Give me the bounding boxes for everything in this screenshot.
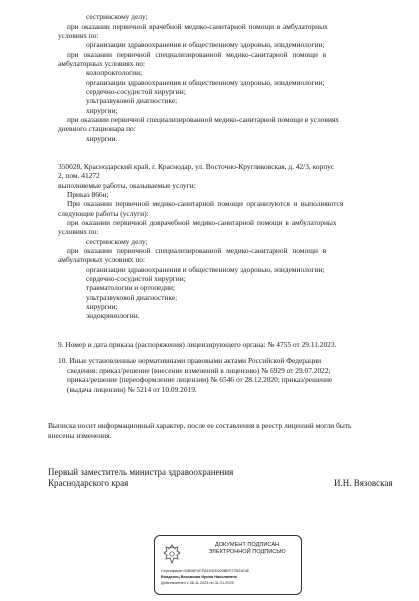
text-line: хирургии. [86,134,118,143]
text-line: следующие работы (услуги): [58,209,149,218]
text-line: сведения: приказ/решение (внесение изменений в лицензию) № 6929 от 29.07.2022; [67,366,331,375]
stamp-title-line: ЭЛЕКТРОННОЙ ПОДПИСЬЮ [208,549,286,555]
text-line: При оказании первичной медико-санитарной помощи организуются и выполняются [67,199,344,208]
text-line: хирургии; [86,302,118,311]
signer-position: Первый заместитель министра здравоохранения [48,467,234,477]
text-line: при оказании первичной специализированной медико-санитарной помощи в [67,50,327,59]
electronic-signature-stamp [154,535,302,595]
text-line: колопроктологии; [86,68,143,77]
disclaimer-line: внесены изменения. [48,431,112,440]
signer-name: И.Н. Вязовская [334,478,393,488]
text-line: дневного стационара по: [58,124,136,133]
text-line: 10. Иные установленные нормативными правовыми актами Российской Федерации [58,356,322,365]
text-line: при оказании первичной доврачебной медико-санитарной помощи в амбулаторных [67,218,337,227]
text-line: при оказании первичной специализированной медико-санитарной помощи в условиях [67,115,339,124]
text-line: ультразвуковой диагностике; [86,293,178,302]
stamp-certificate: Сертификат 00B06F4CFA4932D200BEF27B21E4E [161,569,250,573]
text-line: ультразвуковой диагностике; [86,96,178,105]
stamp-title-line: ДОКУМЕНТ ПОДПИСАН [214,542,280,548]
order-number-line: 9. Номер и дата приказа (распоряжения) лицензирующего органа: № 4755 от 29.11.2023. [58,340,337,349]
text-line: сердечно-сосудистой хирургии; [86,87,186,96]
text-line: Приказ 866н; [67,190,109,199]
text-line: выполняемые работы, оказываемые услуги: [58,181,196,190]
text-line: условиях по: [58,227,99,236]
address-line: 350028, Краснодарский край, г. Краснодар, ул. Восточно-Кругликовская, д. 42/3, корпус [58,162,335,171]
address-line: 2, пом. 41272 [58,171,100,180]
text-line: приказ/решение (переоформление лицензии) № 6546 от 28.12.2020; приказ/решение [67,375,333,384]
text-line: сердечно-сосудистой хирургии; [86,274,186,283]
coat-of-arms-icon [162,543,182,565]
stamp-owner: Владелец Вязовская Ирина Николаевна [161,575,237,579]
text-line: травматологии и ортопедии; [86,283,176,292]
text-line: при оказании первичной врачебной медико-санитарной помощи в амбулаторных [67,22,328,31]
stamp-validity: Действителен с 08.11.2023 по 31.01.2025 [161,581,234,585]
text-line: условиях по: [58,31,99,40]
text-line: сестринскому делу; [86,237,148,246]
signer-region: Краснодарского края [48,478,129,488]
text-line: хирургии; [86,106,118,115]
text-line: амбулаторных условиях по: [58,59,146,68]
text-line: сестринскому делу; [86,12,148,21]
text-line: (выдача лицензии) № 5214 от 10.09.2019. [67,385,197,394]
disclaimer-line: Выписка носит информационный характер, после ее составления в реестр лицензий могли быть [48,421,352,430]
text-line: амбулаторных условиях по: [58,255,146,264]
text-line: эндокринологии. [86,311,140,320]
stamp-title [195,542,299,556]
text-line: при оказании первичной специализированной медико-санитарной помощи в [67,246,327,255]
text-line: организации здравоохранения и общественному здоровью, эпидемиологии; [86,265,325,274]
text-line: организации здравоохранения и общественному здоровью, эпидемиологии; [86,40,325,49]
text-line: организации здравоохранения и общественному здоровью, эпидемиологии; [86,78,325,87]
